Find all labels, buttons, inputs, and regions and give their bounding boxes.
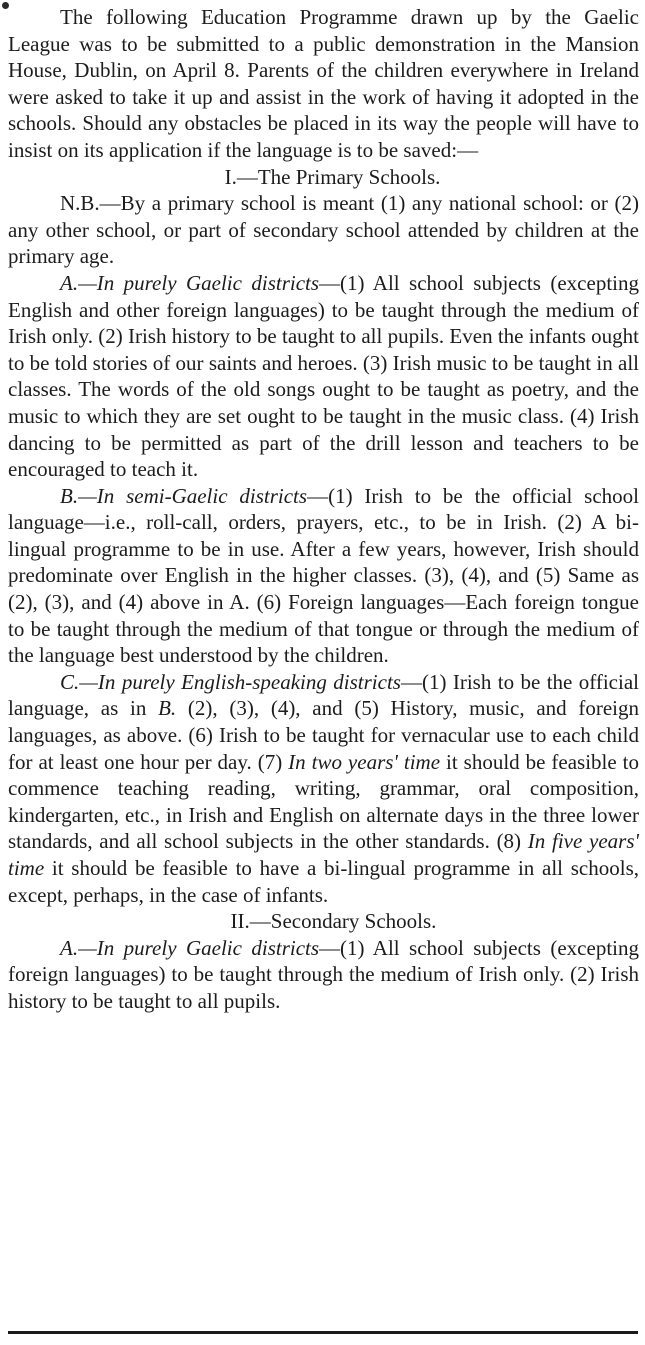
paragraph-a-label: A.—In purely Gaelic districts: [60, 270, 320, 295]
paragraph-c-label: C.—In purely English-speaking districts: [60, 669, 401, 694]
paragraph-secondary-a: [8, 935, 639, 1015]
paragraph-b-label: B.—In semi-Gaelic districts: [60, 483, 308, 508]
paragraph-c-italic-five-years: In five years' time: [8, 829, 640, 880]
paragraph-c-english-speaking: [8, 669, 639, 908]
paragraph-secondary-a-label: A.—In purely Gaelic districts: [60, 935, 320, 960]
paragraph-a-gaelic: [8, 270, 639, 483]
intro-paragraph: The following Education Programme drawn up by the Gaelic League was to be submitted to a public demonstration in the Mansion House, Dublin, on April 8. Parents of the children everywhere in Ireland were asked to take it up and assist in the work of having it adopted in the schools. Should any obstacles be placed in its way the people will have to insist on its application if the language is to be saved:—: [8, 5, 639, 162]
paragraph-secondary-a-text: —(1) All school subjects (excepting foreign languages) to be taught through the medium of Irish only. (2) Irish history to be taught to all pupils.: [8, 935, 639, 1013]
paragraph-c-italic-two-years: In two years' time: [288, 749, 441, 774]
paragraph-c-text-4: it should be feasible to have a bi-lingual programme in all schools, except, perhaps, in the case of infants.: [8, 856, 639, 907]
paragraph-b-semi-gaelic: [8, 483, 639, 669]
paragraph-c-text-1: —(1) Irish to be the official language, as in: [8, 669, 639, 721]
bottom-rule: [8, 1331, 638, 1334]
paragraph-c-text-3: it should be feasible to commence teaching reading, writing, grammar, oral composition, kindergarten, etc., in Irish and English on alternate days in the three lower standards, and all school subjects in the other standards. (8): [8, 749, 639, 854]
section-heading-secondary: II.—Secondary Schools.: [230, 909, 437, 934]
corner-mark: [2, 2, 9, 9]
nb-paragraph: N.B.—By a primary school is meant (1) any national school: or (2) any other school, or part of secondary school attended by children at the primary age.: [8, 191, 639, 269]
paragraph-c-ref: B.: [158, 696, 177, 721]
section-heading-primary: I.—The Primary Schools.: [224, 164, 441, 189]
paragraph-b-text: —(1) Irish to be the official school language—i.e., roll-call, orders, prayers, etc., to be in Irish. (2) A bi-lingual programme to be in use. After a few years, however, Irish should predominate over English in the higher classes. (3), (4), and (5) Same as (2), (3), and (4) above in A. (6) Foreign languages—Each foreign tongue to be taught through the medium of that tongue or through the medium of the language best understood by the children.: [8, 483, 639, 668]
paragraph-a-text: —(1) All school subjects (excepting English and other foreign languages) to be taught through the medium of Irish only. (2) Irish history to be taught to all pupils. Even the infants ought to be told stories of our saints and heroes. (3) Irish music to be taught in all classes. The words of the old songs ought to be taught as poetry, and the music to which they are set ought to be taught in the music class. (4) Irish dancing to be permitted as part of the drill lesson and teachers to be encouraged to teach it.: [8, 270, 639, 482]
paragraph-c-text-2: (2), (3), (4), and (5) History, music, and foreign languages, as above. (6) Irish to be taught for vernacular use to each child for at least one hour per day. (7): [8, 696, 640, 774]
